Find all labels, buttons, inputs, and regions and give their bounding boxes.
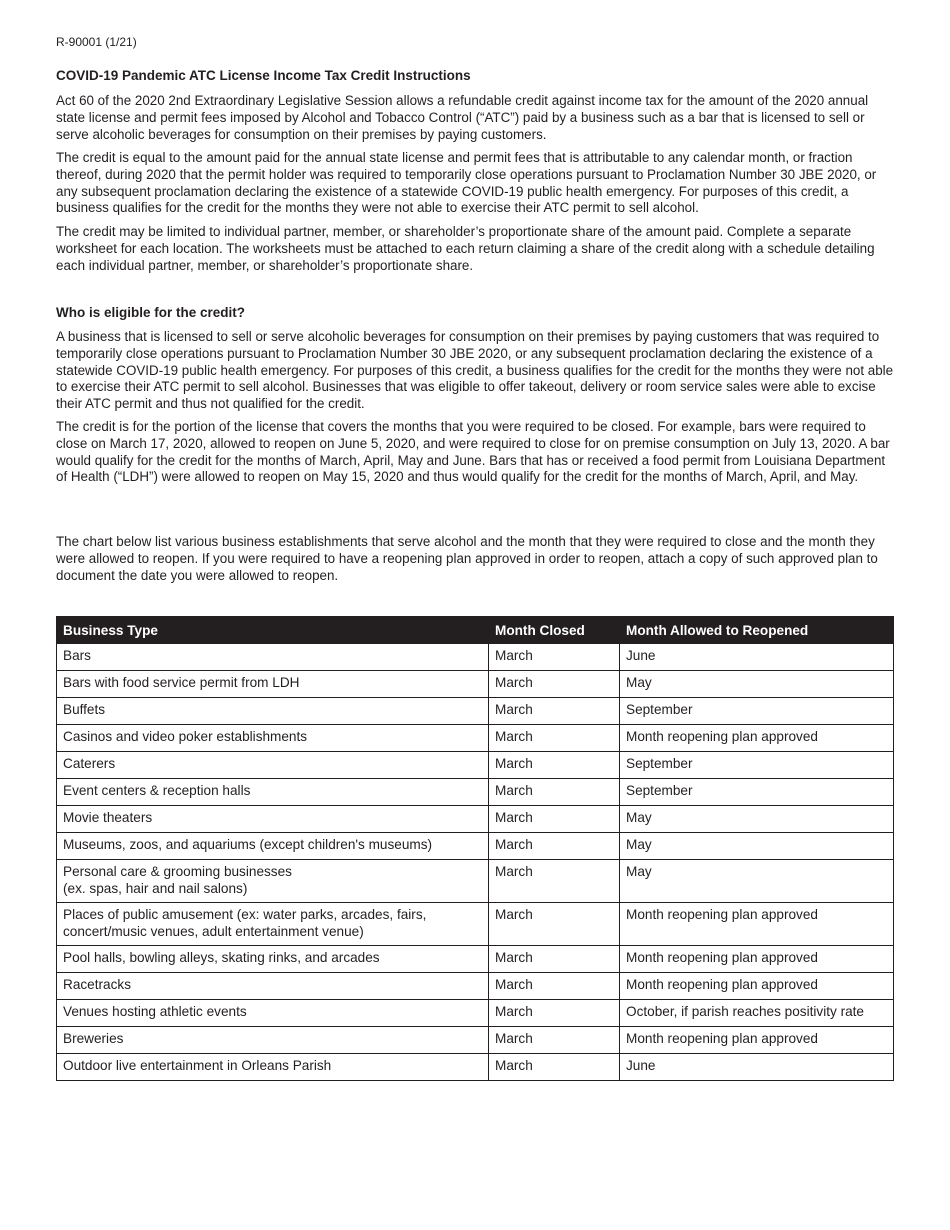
- cell-month-closed: March: [489, 946, 620, 973]
- cell-month-closed: March: [489, 779, 620, 806]
- table-row: [57, 833, 894, 860]
- cell-business-type: Places of public amusement (ex: water parks, arcades, fairs, concert/music venues, adult entertainment venue): [57, 903, 489, 946]
- intro-paragraph-2: The credit is equal to the amount paid for the annual state license and permit fees that is attributable to any calendar month, or fraction thereof, during 2020 that the permit holder was required to temporarily close operations pursuant to Proclamation Number 30 JBE 2020, or any subsequent proclamation declaring the existence of a statewide COVID-19 public health emergency. For purposes of this credit, a business qualifies for the credit for the months they were not able to exercise their ATC permit to sell alcohol.: [56, 150, 877, 216]
- cell-month-closed: March: [489, 860, 620, 903]
- table-row: [57, 671, 894, 698]
- table-row: [57, 946, 894, 973]
- closure-table: [56, 616, 894, 1081]
- cell-business-type: Venues hosting athletic events: [57, 1000, 489, 1027]
- table-row: [57, 644, 894, 671]
- cell-month-reopened: September: [620, 698, 894, 725]
- cell-business-type: Caterers: [57, 752, 489, 779]
- table-row: [57, 903, 894, 946]
- cell-business-type: Breweries: [57, 1027, 489, 1054]
- cell-month-closed: March: [489, 973, 620, 1000]
- table-body: [57, 644, 894, 1081]
- cell-month-closed: March: [489, 752, 620, 779]
- cell-business-type: Movie theaters: [57, 806, 489, 833]
- cell-business-type: Outdoor live entertainment in Orleans Parish: [57, 1054, 489, 1081]
- header-month-closed: Month Closed: [489, 617, 620, 644]
- table-header-row: [57, 617, 894, 644]
- table-row: [57, 1054, 894, 1081]
- intro-paragraph-3: The credit may be limited to individual partner, member, or shareholder’s proportionate share of the amount paid. Complete a separate worksheet for each location. The worksheets must be attached to each return claiming a share of the credit along with a schedule detailing each individual partner, member, or shareholder’s proportionate share.: [56, 224, 875, 273]
- header-business-type: Business Type: [57, 617, 489, 644]
- eligibility-paragraph-2: The credit is for the portion of the license that covers the months that you were required to be closed. For example, bars were required to close on March 17, 2020, allowed to reopen on June 5, 2020, and were required to close for on premise consumption on July 13, 2020. A bar would qualify for the credit for the months of March, April, May and June. Bars that has or received a food permit from Louisiana Department of Health (“LDH”) were allowed to reopen on May 15, 2020 and thus would qualify for the credit for the months of March, April, and May.: [56, 419, 890, 485]
- table-row: [57, 1000, 894, 1027]
- document-title: COVID-19 Pandemic ATC License Income Tax Credit Instructions: [56, 68, 471, 83]
- cell-month-reopened: September: [620, 779, 894, 806]
- cell-month-closed: March: [489, 833, 620, 860]
- cell-month-closed: March: [489, 671, 620, 698]
- table-row: [57, 860, 894, 903]
- intro-paragraph-1: Act 60 of the 2020 2nd Extraordinary Legislative Session allows a refundable credit against income tax for the amount of the 2020 annual state license and permit fees imposed by Alcohol and Tobacco Control (“ATC”) paid by a business such as a bar that is licensed to sell or serve alcoholic beverages for consumption on their premises by paying customers.: [56, 93, 869, 142]
- eligibility-paragraph-1: A business that is licensed to sell or serve alcoholic beverages for consumption on their premises by paying customers that was required to temporarily close operations pursuant to Proclamation Number 30 JBE 2020, or any subsequent proclamation declaring the existence of a statewide COVID-19 public health emergency. For purposes of this credit, a business qualifies for the credit for the months they were not able to exercise their ATC permit to sell alcohol. Businesses that was eligible to offer takeout, delivery or room service sales were able to excise their ATC permit and thus not qualified for the credit.: [56, 329, 894, 412]
- cell-month-closed: March: [489, 1054, 620, 1081]
- chart-intro-paragraph: The chart below list various business establishments that serve alcohol and the month that they were required to close and the month they were allowed to reopen. If you were required to have a reopening plan approved in order to reopen, attach a copy of such approved plan to document the date you were allowed to reopen.: [56, 534, 878, 583]
- table-row: [57, 779, 894, 806]
- cell-month-reopened: May: [620, 806, 894, 833]
- cell-business-type: Event centers & reception halls: [57, 779, 489, 806]
- cell-month-reopened: September: [620, 752, 894, 779]
- cell-business-type: Buffets: [57, 698, 489, 725]
- cell-business-type: Pool halls, bowling alleys, skating rinks, and arcades: [57, 946, 489, 973]
- cell-month-closed: March: [489, 644, 620, 671]
- cell-month-reopened: May: [620, 860, 894, 903]
- cell-business-type: Museums, zoos, and aquariums (except children's museums): [57, 833, 489, 860]
- table-row: [57, 698, 894, 725]
- cell-month-closed: March: [489, 1000, 620, 1027]
- cell-month-reopened: Month reopening plan approved: [620, 725, 894, 752]
- cell-month-reopened: May: [620, 833, 894, 860]
- cell-business-type: Racetracks: [57, 973, 489, 1000]
- cell-month-reopened: Month reopening plan approved: [620, 973, 894, 1000]
- cell-month-closed: March: [489, 698, 620, 725]
- table-row: [57, 725, 894, 752]
- cell-month-reopened: October, if parish reaches positivity rate: [620, 1000, 894, 1027]
- cell-month-reopened: June: [620, 1054, 894, 1081]
- cell-month-reopened: May: [620, 671, 894, 698]
- cell-business-type: Casinos and video poker establishments: [57, 725, 489, 752]
- cell-month-closed: March: [489, 903, 620, 946]
- cell-month-closed: March: [489, 725, 620, 752]
- cell-month-reopened: Month reopening plan approved: [620, 1027, 894, 1054]
- header-month-reopened: Month Allowed to Reopened: [620, 617, 894, 644]
- cell-month-reopened: Month reopening plan approved: [620, 903, 894, 946]
- cell-business-type: Personal care & grooming businesses (ex. spas, hair and nail salons): [57, 860, 489, 903]
- eligibility-heading: Who is eligible for the credit?: [56, 305, 246, 320]
- cell-business-type: Bars: [57, 644, 489, 671]
- cell-month-closed: March: [489, 1027, 620, 1054]
- cell-month-reopened: June: [620, 644, 894, 671]
- table-row: [57, 1027, 894, 1054]
- table-row: [57, 752, 894, 779]
- cell-month-reopened: Month reopening plan approved: [620, 946, 894, 973]
- table-row: [57, 806, 894, 833]
- cell-business-type: Bars with food service permit from LDH: [57, 671, 489, 698]
- table-row: [57, 973, 894, 1000]
- form-id: R-90001 (1/21): [56, 35, 137, 49]
- cell-month-closed: March: [489, 806, 620, 833]
